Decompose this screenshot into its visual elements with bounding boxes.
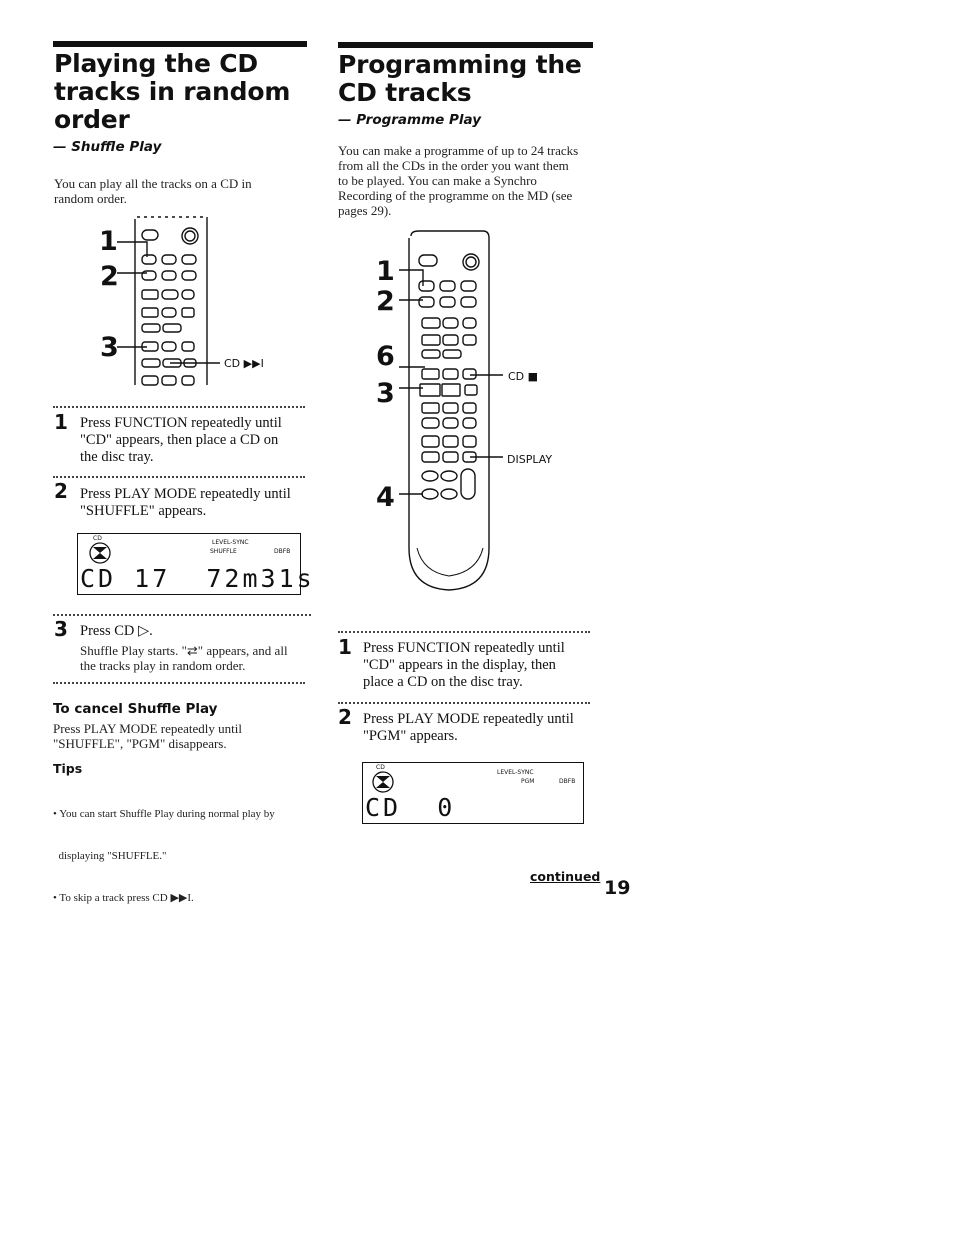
shuffle-display-panel (77, 533, 315, 595)
step-line: Press FUNCTION repeatedly until (363, 640, 565, 656)
display-level-sync: LEVEL-SYNC (212, 539, 249, 546)
tip-line: • You can start Shuffle Play during normal play by (53, 808, 275, 820)
right-subtitle: — Programme Play (338, 112, 482, 128)
tips-list (53, 779, 275, 919)
step-line: Press FUNCTION repeatedly until (80, 415, 282, 431)
title-line: Playing the CD (54, 49, 258, 78)
title-line: order (54, 105, 130, 134)
step-line: "PGM" appears. (363, 728, 458, 744)
callout-2: 2 (100, 261, 119, 292)
note-line: Shuffle Play starts. "⇄" appears, and all (80, 643, 288, 658)
step-2-text (80, 486, 310, 520)
callout-1: 1 (376, 256, 395, 287)
cancel-text (53, 721, 242, 751)
intro-line: from all the CDs in the order you want them (338, 158, 569, 173)
divider (53, 614, 311, 616)
step-3-number: 3 (54, 617, 68, 641)
step-2-number: 2 (338, 705, 352, 729)
step-line: Press PLAY MODE repeatedly until (80, 486, 291, 502)
step-line: "CD" appears, then place a CD on (80, 432, 279, 448)
left-intro (54, 176, 252, 206)
callout-2: 2 (376, 286, 395, 317)
display-label: DISPLAY (507, 453, 553, 466)
callout-3: 3 (100, 332, 119, 363)
step-3-text: Press CD ▷. (80, 623, 153, 639)
cancel-heading: To cancel Shuffle Play (53, 701, 218, 717)
divider (53, 682, 305, 684)
step-1-number: 1 (338, 635, 352, 659)
step-line: "CD" appears in the display, then (363, 657, 556, 673)
step-line: Press PLAY MODE repeatedly until (363, 711, 574, 727)
display-level-sync: LEVEL-SYNC (497, 769, 534, 776)
display-readout: CD 0 (365, 793, 456, 822)
divider (53, 406, 305, 408)
callout-4: 4 (376, 482, 395, 513)
right-intro (338, 143, 598, 218)
right-page-title (338, 51, 598, 107)
title-line: Programming the (338, 50, 582, 79)
title-line: CD tracks (338, 78, 472, 107)
callout-6: 6 (376, 341, 395, 372)
step-2-text (363, 711, 595, 745)
cancel-line: "SHUFFLE", "PGM" disappears. (53, 736, 227, 751)
intro-line: pages 29). (338, 203, 392, 218)
intro-line: random order. (54, 191, 127, 206)
divider (338, 631, 590, 633)
step-line: "SHUFFLE" appears. (80, 503, 207, 519)
display-cd-tag: CD (93, 535, 102, 542)
step-line: the disc tray. (80, 449, 154, 465)
intro-line: to be played. You can make a Synchro (338, 173, 537, 188)
display-readout: CD 17 72m31s (80, 564, 315, 593)
intro-line: You can play all the tracks on a CD in (54, 176, 252, 191)
display-dbfb: DBFB (274, 548, 291, 555)
title-line: tracks in random (54, 77, 291, 106)
tip-line: displaying "SHUFFLE." (53, 850, 167, 862)
tips-heading: Tips (53, 761, 83, 776)
divider (338, 702, 590, 704)
step-1-text (80, 415, 310, 466)
cancel-line: Press PLAY MODE repeatedly until (53, 721, 242, 736)
intro-line: You can make a programme of up to 24 tracks (338, 143, 579, 158)
step-line: place a CD on the disc tray. (363, 674, 523, 690)
step-3-note (80, 643, 310, 673)
note-line: the tracks play in random order. (80, 658, 246, 673)
intro-line: Recording of the programme on the MD (see (338, 188, 573, 203)
display-cd-tag: CD (376, 764, 385, 771)
divider (53, 476, 305, 478)
left-title-rule (53, 41, 307, 47)
step-1-text (363, 640, 595, 691)
display-mode: SHUFFLE (210, 548, 237, 555)
cd-stop-label: CD ■ (508, 370, 539, 383)
remote-control-illustration (395, 228, 555, 594)
pgm-display-panel (362, 762, 584, 824)
step-1-number: 1 (54, 410, 68, 434)
page-number: 19 (604, 877, 631, 899)
tip-line: • To skip a track press CD ▶▶I. (53, 892, 194, 904)
step-2-number: 2 (54, 479, 68, 503)
left-subtitle: — Shuffle Play (53, 139, 162, 155)
right-title-rule (338, 42, 593, 48)
programme-remote-figure (395, 228, 555, 594)
cd-next-label: CD ▶▶I (224, 357, 264, 370)
left-page-title (54, 50, 314, 134)
display-mode: PGM (521, 778, 535, 785)
display-dbfb: DBFB (559, 778, 576, 785)
callout-1: 1 (99, 226, 118, 257)
callout-3: 3 (376, 378, 395, 409)
continued-label: continued (530, 869, 601, 884)
